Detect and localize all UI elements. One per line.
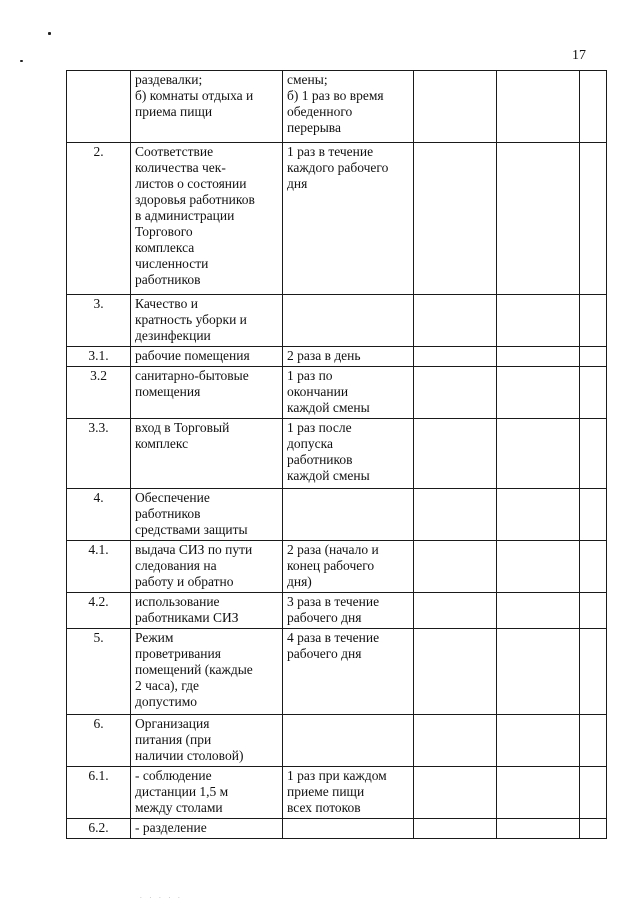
measure-line: раздевалки; [135, 72, 203, 87]
row-number-cell: 3. [67, 295, 131, 347]
frequency-line: перерыва [287, 120, 341, 135]
empty-cell [414, 819, 497, 839]
measure-line: комплекс [135, 436, 189, 451]
measure-line: здоровья работников [135, 192, 255, 207]
empty-cell [414, 143, 497, 295]
empty-cell [414, 295, 497, 347]
empty-cell [497, 715, 580, 767]
table-row [67, 767, 607, 819]
table-row [67, 367, 607, 419]
frequency-line: приеме пищи [287, 784, 365, 799]
empty-cell [414, 71, 497, 143]
frequency-line: 4 раза в течение [287, 630, 380, 645]
frequency-cell [283, 367, 414, 419]
row-number-cell: 5. [67, 629, 131, 715]
measure-line: кратность уборки и [135, 312, 247, 327]
measure-cell [131, 593, 283, 629]
table-row [67, 715, 607, 767]
measure-line: дистанции 1,5 м [135, 784, 229, 799]
frequency-line: 1 раз по [287, 368, 333, 383]
measure-line: Торгового [135, 224, 193, 239]
measure-cell [131, 819, 283, 839]
frequency-line: работников [287, 452, 353, 467]
frequency-cell [283, 419, 414, 489]
empty-cell [580, 367, 607, 419]
frequency-line: 2 раза в день [287, 348, 361, 363]
empty-cell [580, 295, 607, 347]
frequency-line: каждой смены [287, 468, 370, 483]
measure-cell [131, 541, 283, 593]
empty-cell [580, 541, 607, 593]
empty-cell [497, 295, 580, 347]
row-number-cell: 6.1. [67, 767, 131, 819]
measure-cell [131, 715, 283, 767]
frequency-cell [283, 489, 414, 541]
measure-line: допустимо [135, 694, 198, 709]
measure-line: следования на [135, 558, 217, 573]
table-row [67, 347, 607, 367]
row-number-cell: 4. [67, 489, 131, 541]
frequency-line: 2 раза (начало и [287, 542, 379, 557]
frequency-cell [283, 819, 414, 839]
measure-line: помещений (каждые [135, 662, 253, 677]
frequency-line: рабочего дня [287, 646, 362, 661]
empty-cell [497, 71, 580, 143]
frequency-line: конец рабочего [287, 558, 375, 573]
empty-cell [580, 143, 607, 295]
measure-line: - разделение [135, 820, 207, 835]
measure-cell [131, 71, 283, 143]
empty-cell [580, 593, 607, 629]
empty-cell [414, 367, 497, 419]
measure-line: комплекса [135, 240, 195, 255]
measure-line: приема пищи [135, 104, 213, 119]
page-number: 17 [572, 48, 586, 63]
table-row [67, 419, 607, 489]
scan-speck [48, 32, 51, 35]
row-number-cell: 6. [67, 715, 131, 767]
table-row [67, 593, 607, 629]
frequency-line: каждого рабочего [287, 160, 389, 175]
frequency-line: б) 1 раз во время [287, 88, 384, 103]
measure-cell [131, 347, 283, 367]
empty-cell [414, 629, 497, 715]
measure-line: количества чек- [135, 160, 226, 175]
empty-cell [580, 629, 607, 715]
measure-line: работников [135, 272, 201, 287]
measure-cell [131, 295, 283, 347]
empty-cell [497, 419, 580, 489]
measure-line: б) комнаты отдыха и [135, 88, 254, 103]
frequency-line: дня [287, 176, 308, 191]
frequency-cell [283, 143, 414, 295]
measure-line: средствами защиты [135, 522, 248, 537]
empty-cell [497, 489, 580, 541]
row-number-cell: 4.2. [67, 593, 131, 629]
measure-line: санитарно-бытовые [135, 368, 249, 383]
measure-cell [131, 767, 283, 819]
empty-cell [497, 143, 580, 295]
empty-cell [580, 819, 607, 839]
row-number-cell: 3.3. [67, 419, 131, 489]
empty-cell [580, 715, 607, 767]
frequency-line: всех потоков [287, 800, 361, 815]
frequency-cell [283, 347, 414, 367]
empty-cell [580, 489, 607, 541]
measure-line: рабочие помещения [135, 348, 250, 363]
frequency-line: рабочего дня [287, 610, 362, 625]
frequency-line: 3 раза в течение [287, 594, 380, 609]
measure-line: дезинфекции [135, 328, 211, 343]
measure-line: выдача СИЗ по пути [135, 542, 253, 557]
row-number-cell: 6.2. [67, 819, 131, 839]
table-row [67, 71, 607, 143]
row-number-cell [67, 71, 131, 143]
empty-cell [580, 347, 607, 367]
scan-speck [20, 60, 23, 62]
measure-line: 2 часа), где [135, 678, 200, 693]
measure-line: работников [135, 506, 201, 521]
frequency-cell [283, 715, 414, 767]
frequency-cell [283, 767, 414, 819]
frequency-line: каждой смены [287, 400, 370, 415]
empty-cell [497, 347, 580, 367]
measure-line: наличии столовой) [135, 748, 244, 763]
measure-line: - соблюдение [135, 768, 212, 783]
measure-cell [131, 629, 283, 715]
empty-cell [414, 715, 497, 767]
frequency-line: 1 раз после [287, 420, 352, 435]
measure-line: питания (при [135, 732, 212, 747]
measure-line: численности [135, 256, 209, 271]
empty-cell [497, 629, 580, 715]
empty-cell [497, 767, 580, 819]
measure-cell [131, 419, 283, 489]
frequency-cell [283, 71, 414, 143]
scan-noise: . . . . . [140, 892, 183, 900]
monitoring-table [66, 70, 607, 839]
empty-cell [414, 489, 497, 541]
frequency-line: 1 раз при каждом [287, 768, 387, 783]
empty-cell [580, 767, 607, 819]
measure-line: Режим [135, 630, 174, 645]
frequency-line: окончании [287, 384, 349, 399]
table-row [67, 489, 607, 541]
measure-line: помещения [135, 384, 201, 399]
frequency-line: допуска [287, 436, 333, 451]
measure-cell [131, 143, 283, 295]
table-row [67, 819, 607, 839]
frequency-cell [283, 541, 414, 593]
empty-cell [497, 819, 580, 839]
frequency-line: 1 раз в течение [287, 144, 374, 159]
measure-line: вход в Торговый [135, 420, 230, 435]
empty-cell [414, 541, 497, 593]
row-number-cell: 2. [67, 143, 131, 295]
empty-cell [580, 419, 607, 489]
empty-cell [497, 367, 580, 419]
table-row [67, 629, 607, 715]
measure-line: Соответствие [135, 144, 214, 159]
table-row [67, 143, 607, 295]
row-number-cell: 4.1. [67, 541, 131, 593]
empty-cell [580, 71, 607, 143]
measure-line: работниками СИЗ [135, 610, 239, 625]
row-number-cell: 3.2 [67, 367, 131, 419]
measure-line: Обеспечение [135, 490, 210, 505]
frequency-cell [283, 593, 414, 629]
table-row [67, 541, 607, 593]
empty-cell [414, 767, 497, 819]
measure-line: Организация [135, 716, 210, 731]
measure-line: в администрации [135, 208, 235, 223]
measure-line: листов о состоянии [135, 176, 247, 191]
empty-cell [414, 419, 497, 489]
empty-cell [414, 347, 497, 367]
empty-cell [414, 593, 497, 629]
frequency-line: обеденного [287, 104, 353, 119]
empty-cell [497, 593, 580, 629]
frequency-cell [283, 629, 414, 715]
measure-cell [131, 367, 283, 419]
measure-line: Качество и [135, 296, 198, 311]
frequency-line: дня) [287, 574, 312, 589]
table-row [67, 295, 607, 347]
measure-line: проветривания [135, 646, 221, 661]
row-number-cell: 3.1. [67, 347, 131, 367]
measure-line: работу и обратно [135, 574, 234, 589]
measure-line: между столами [135, 800, 223, 815]
empty-cell [497, 541, 580, 593]
frequency-cell [283, 295, 414, 347]
frequency-line: смены; [287, 72, 328, 87]
measure-cell [131, 489, 283, 541]
measure-line: использование [135, 594, 220, 609]
